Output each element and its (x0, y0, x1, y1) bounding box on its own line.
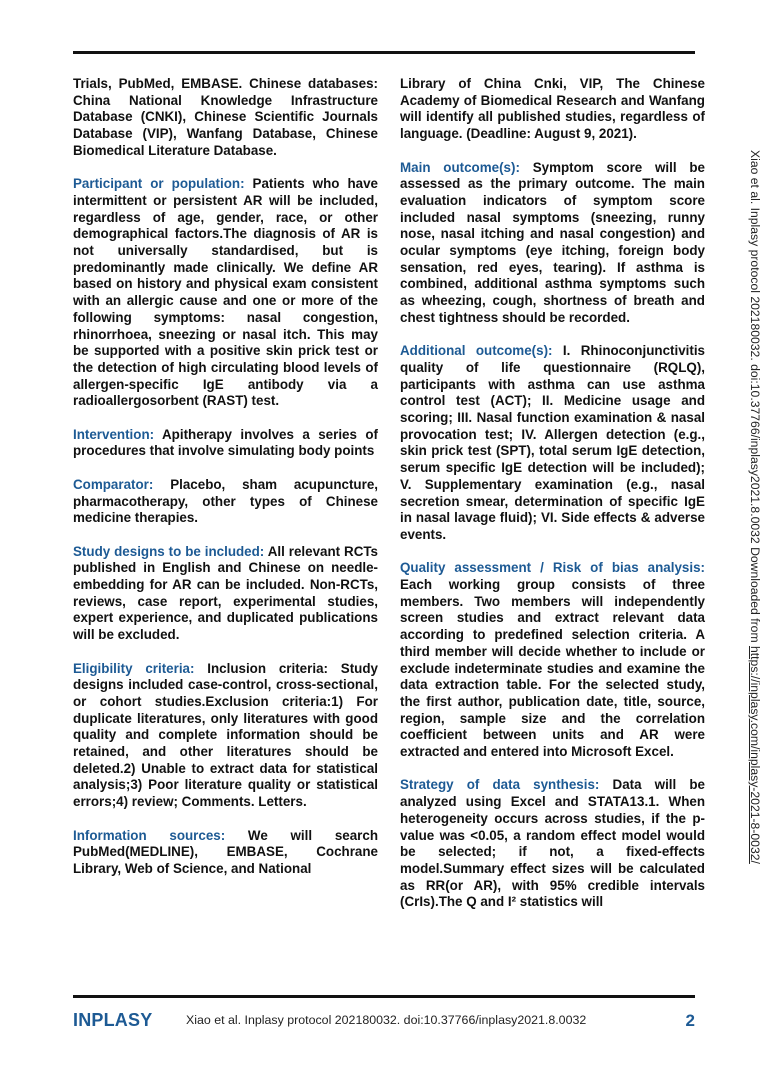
section-body: We will search PubMed(MEDLINE), EMBASE, Cochrane Library, Web of Science, and National (73, 827, 378, 876)
section-intervention (73, 427, 378, 460)
section-heading: Participant or population: (73, 176, 245, 192)
top-rule (73, 51, 695, 54)
journal-brand: INPLASY (73, 1010, 153, 1030)
section-participant (73, 176, 378, 410)
section-body: Patients who have intermittent or persistent AR will be included, regardless of age, gender, race, or other demographical factors.The diagnosis of AR is not universally standardised, but is predominantly made clinically. We define AR based on history and physical exam consistent with an allergic cause and one or more of the following symptoms: nasal congestion, rhinorrhoea, sneezing or nasal itch. This may be supported with a positive skin prick test or the detection of high circulating blood levels of allergen-specific IgE antibody via a radioallergosorbent (RAST) test. (73, 176, 378, 409)
section-body: I. Rhinoconjunctivitis quality of life questionnaire (RQLQ), participants with asthma can use asthma control test (ACT); II. Medicine usage and scoring; III. Nasal function examination & nasal provocation test; IV. Allergen detection (e.g., skin prick test (SPT), total serum IgE detection, serum specific IgE detection will be included); V. Supplementary examination (e.g., nasal secretion smear, determination of specific IgE in nasal lavage fluid); VI. Side effects & adverse events. (400, 343, 705, 542)
section-heading: Main outcome(s): (400, 159, 520, 175)
section-heading: Strategy of data synthesis: (400, 777, 600, 793)
section-data-synthesis (400, 777, 705, 911)
section-additional-outcomes (400, 343, 705, 543)
section-heading: Additional outcome(s): (400, 343, 553, 359)
side-note-text: Xiao et al. Inplasy protocol 202180032. doi:10.37766/inplasy2021.8.0032 Downloaded from (748, 150, 762, 646)
section-body: All relevant RCTs published in English and Chinese on needle-embedding for AR can be included. Non-RCTs, reviews, case report, experimental studies, expert experience, and duplicated publications will be excluded. (73, 543, 378, 643)
section-body: Inclusion criteria: Study designs included case-control, cross-sectional, or cohort studies.Exclusion criteria:1) For duplicate literatures, only literatures with good quality and complete information should be retained, and other literatures should be deleted.2) Unable to extract data for statistical analysis;3) Poor literature quality or statistical errors;4) review; Comments. Letters. (73, 660, 378, 810)
section-heading: Intervention: (73, 426, 155, 442)
section-heading: Information sources: (73, 827, 226, 843)
side-download-note (748, 150, 762, 958)
section-heading: Eligibility criteria: (73, 660, 195, 676)
bottom-rule (73, 995, 695, 998)
right-column (400, 76, 705, 928)
section-main-outcomes (400, 160, 705, 327)
download-link[interactable]: https://inplasy.com/inplasy-2021-8-0032/ (748, 645, 762, 864)
section-heading: Comparator: (73, 476, 154, 492)
section-eligibility (73, 661, 378, 811)
section-body: Data will be analyzed using Excel and STATA13.1. When heterogeneity occurs across studies, if the p-value was <0.05, a random effect model would be selected; if not, a fixed-effects model.Summary effect sizes will be calculated as RR(or AR), with 95% credible intervals (CrIs).The Q and I² statistics will (400, 777, 706, 910)
section-body: Symptom score will be assessed as the primary outcome. The main evaluation indicators of symptom score included nasal symptoms (sneezing, runny nose, nasal itching and nasal congestion) and ocular symptoms (eye itching, foreign body sensation, red eyes, tearing). If asthma is combined, additional asthma symptoms such as wheezing, cough, shortness of breath and chest tightness should be recorded. (400, 159, 705, 325)
section-quality-assessment (400, 560, 705, 760)
page-footer (73, 1010, 695, 1034)
section-body: Each working group consists of three members. Two members will independently screen studies and extract relevant data according to predefined selection criteria. A third member will decide whether to include or exclude indeterminate studies and examine the data extraction table. For the selected study, the first author, publication date, title, source, region, sample size and the correlation coefficient between units and AR were extracted and entered into Microsoft Excel. (400, 577, 705, 760)
footer-citation: Xiao et al. Inplasy protocol 202180032. doi:10.37766/inplasy2021.8.0032 (186, 1013, 587, 1027)
section-study-designs (73, 544, 378, 644)
left-column (73, 76, 378, 894)
page-number: 2 (685, 1011, 695, 1030)
right-intro-paragraph: Library of China Cnki, VIP, The Chinese Academy of Biomedical Research and Wanfang will identify all published studies, regardless of language. (Deadline: August 9, 2021). (400, 76, 705, 142)
section-heading: Quality assessment / Risk of bias analysis: (400, 560, 705, 576)
section-comparator (73, 477, 378, 527)
section-body: Apitherapy involves a series of procedures that involve simulating body points (73, 426, 378, 459)
section-information-sources (73, 828, 378, 878)
left-intro-paragraph: Trials, PubMed, EMBASE. Chinese databases: China National Knowledge Infrastructure Database (CNKI), Chinese Scientific Journals Database (VIP), Wanfang Database, Chinese Biomedical Literature Database. (73, 76, 378, 158)
section-body: Placebo, sham acupuncture, pharmacotherapy, other types of Chinese medicine therapies. (73, 476, 378, 526)
section-heading: Study designs to be included: (73, 543, 265, 559)
